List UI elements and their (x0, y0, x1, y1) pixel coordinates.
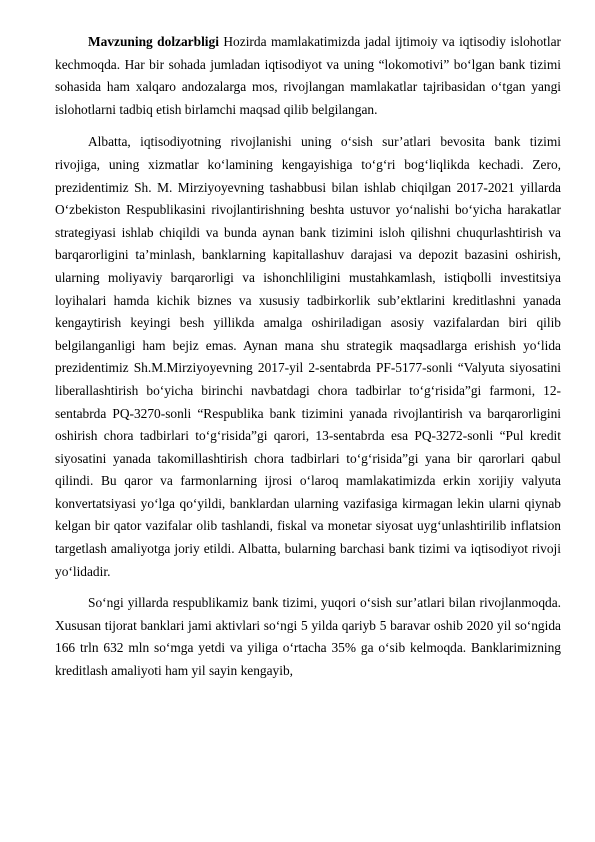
paragraph-strategy (55, 131, 561, 583)
paragraph-text: So‘ngi yillarda respublikamiz bank tizimi, yuqori o‘sish sur’atlari bilan rivojlanmoqda. Xususan tijorat banklari jami aktivlari so‘ngi 5 yilda qariyb 5 baravar oshib 2020 yil so‘ngida 166 trln 632 mln so‘mga yetdi va yiliga o‘rtacha 35% ga o‘sib kelmoqda. Banklarimizning kreditlash amaliyoti ham yil sayin kengayib, (55, 595, 561, 679)
paragraph-relevance (55, 31, 561, 121)
paragraph-text: Albatta, iqtisodiyotning rivojlanishi uning o‘sish sur’atlari bevosita bank tizimi rivojiga, uning xizmatlar ko‘lamining kengayishiga to‘g‘ri bog‘liqlikda kechadi. Zero, prezidentimiz Sh. M. Mirziyoyevning tashabbusi bilan ishlab chiqilgan 2017-2021 yillarda O‘zbekiston Respublikasini rivojlantirishning beshta ustuvor yo‘nalishi bo‘yicha harakatlar strategiyasi ishlab chiqildi va bunda aynan bank tizimini isloh qilishni chuqurlashtirish va barqarorligini ta’minlash, banklarning kapitallashuv darajasi va depozit bazasini oshirish, ularning moliyaviy barqarorligi va ishonchliligini mustahkamlash, istiqbolli investitsiya loyihalari hamda kichik biznes va xususiy tadbirkorlik sub’ektlarini kreditlashni yanada kengaytirish keyingi besh yillikda amalga oshiriladigan asosiy vazifalardan biri qilib belgilanganligi ham bejiz emas. Aynan mana shu strategik maqsadlarga erishish yo‘lida prezidentimiz Sh.M.Mirziyoyevning 2017-yil 2-sentabrda PF-5177-sonli “Valyuta siyosatini liberallashtirish bo‘yicha birinchi navbatdagi chora tadbirlar to‘g‘risida”gi farmoni, 12-sentabrda PQ-3270-sonli “Respublika bank tizimini yanada rivojlantirish va barqarorligini oshirish chora tadbirlari to‘g‘risida”gi qarori, 13-sentabrda esa PQ-3272-sonli “Pul kredit siyosatini yanada takomillashtirish chora tadbirlari to‘g‘risida”gi yana bir qarorlari qabul qilindi. Bu qaror va farmonlarning ijrosi o‘laroq mamlakatimizda erkin xorijiy valyuta konvertatsiyasi yo‘lga qo‘yildi, banklardan ularning vazifasiga kirmagan lekin ularni qiynab kelgan bir qator vazifalar olib tashlandi, fiskal va monetar siyosat uyg‘unlashtirilib inflatsion targetlash amaliyotga joriy etildi. Albatta, bularning barchasi bank tizimi va iqtisodiyot rivoji yo‘lidadir. (55, 134, 561, 579)
document-page (55, 31, 561, 692)
paragraph-text: Hozirda mamlakatimizda jadal ijtimoiy va iqtisodiy islohotlar kechmoqda. Har bir sohada jumladan iqtisodiyot va uning “lokomotivi” bo‘lgan bank tizimi sohasida ham xalqaro andozalarga mos, rivojlangan mamlakatlar tajribasidan o‘tgan yangi islohotlarni tadbiq etish birlamchi maqsad qilib belgilangan. (55, 34, 561, 117)
paragraph-lead-heading: Mavzuning dolzarbligi (88, 34, 219, 49)
paragraph-bank-growth (55, 592, 561, 682)
